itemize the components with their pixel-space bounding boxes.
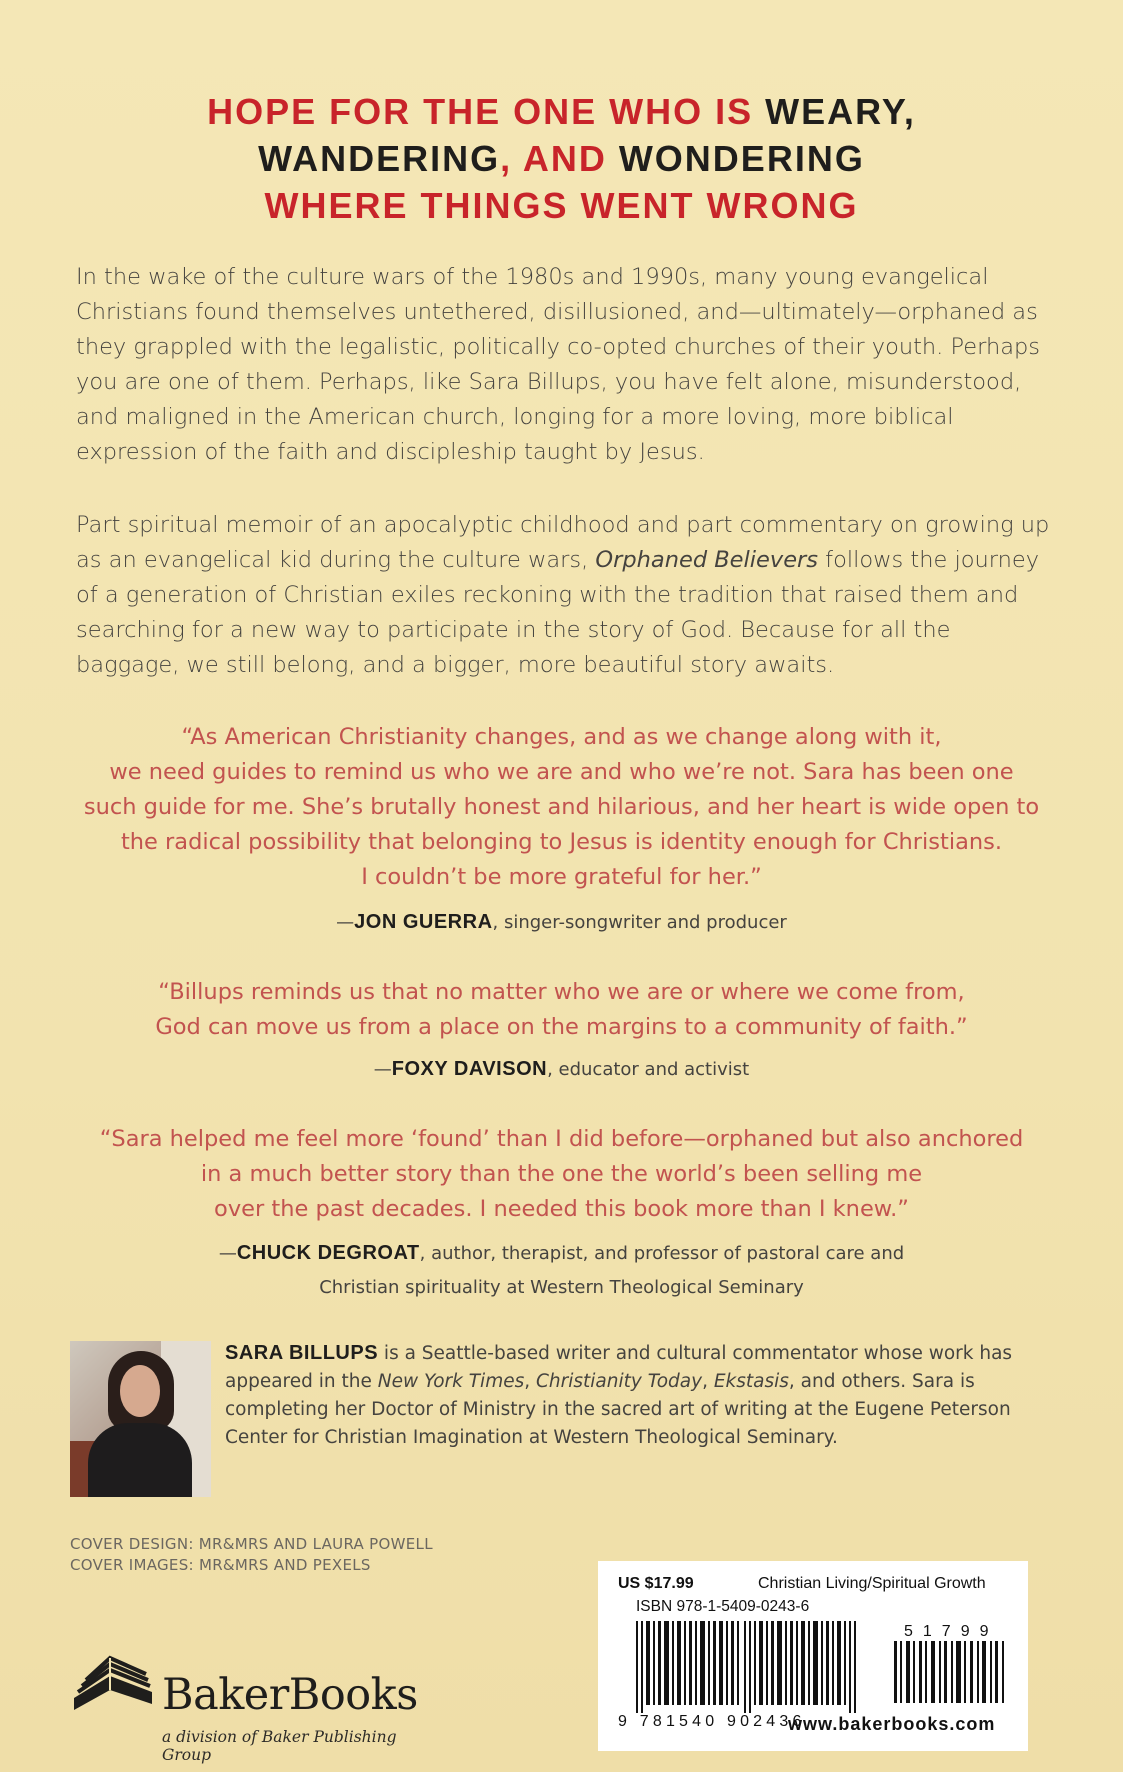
cover-credits [70,1534,433,1576]
ean-digits: 9 781540 902436 [618,1713,806,1730]
category: Christian Living/Spiritual Growth [758,1575,986,1592]
endorsement-attribution-1: —JON GUERRA, singer-songwriter and producer [336,911,787,933]
isbn: ISBN 978-1-5409-0243-6 [636,1598,810,1615]
author-bio: SARA BILLUPS is a Seattle-based writer and cultural commentator whose work has appeared in the New York Times, Christianity Today, Ekstasis, and others. Sara is completing her Doctor of Ministry in the sacred art of writing at the Eugene Peterson Center for Christian Imagination at Western Theological Seminary. [225,1342,1013,1448]
ean-barcode [636,1621,876,1713]
addon-barcode [894,1641,1006,1703]
publisher-website: www.bakerbooks.com [788,1714,996,1734]
cover-images-credit: COVER IMAGES: MR&MRS AND PEXELS [70,1556,371,1574]
book-title: Orphaned Believers [595,547,819,573]
author-name: SARA BILLUPS [225,1342,379,1364]
cover-design-credit: COVER DESIGN: MR&MRS AND LAURA POWELL [70,1535,433,1553]
description-paragraph-1: In the wake of the culture wars of the 1980s and 1990s, many young evangelical Christians found themselves untethered, disillusioned, and—ultimately—orphaned as they grappled with the legalistic, politically co-opted churches of their youth. Perhaps you are one of them. Perhaps, like Sara Billups, you have felt alone, misunderstood, and maligned in the American church, longing for a more loving, more biblical expression of the faith and discipleship taught by Jesus. [76,264,1040,465]
endorsement-quote-1: “As American Christianity changes, and as we change along with it, we need guides to remind us who we are and who we’re not. Sara has been one such guide for me. She’s brutally honest and hilarious, and her heart is wide open to the radical possibility that belonging to Jesus is identity enough for Christians. I couldn’t be more grateful for her.” [83,724,1040,890]
publisher-brand: BakerBooks [162,1670,418,1720]
headline-line-1: HOPE FOR THE ONE WHO IS WEARY, [207,91,916,132]
endorsement-attribution-3: —CHUCK DEGROAT, author, therapist, and professor of pastoral care and Christian spirituality at Western Theological Seminary [218,1242,905,1298]
headline [0,88,1123,229]
headline-line-3: WHERE THINGS WENT WRONG [264,185,859,226]
addon-digits: 51799 [904,1623,999,1640]
price: US $17.99 [618,1575,694,1592]
publisher-logo [70,1640,450,1764]
author-photo [70,1341,211,1497]
open-book-icon [70,1640,160,1720]
description-paragraph-2: Part spiritual memoir of an apocalyptic childhood and part commentary on growing up as an evangelical kid during the culture wars, Orphaned Believers follows the journey of a generation of Christian exiles reckoning with the tradition that raised them and searching for a new way to participate in the story of God. Because for all the baggage, we still belong, and a bigger, more beautiful story awaits. [76,512,1050,678]
publisher-division: a division of Baker Publishing Group [162,1728,397,1764]
endorsement-quote-3: “Sara helped me feel more ‘found’ than I did before—orphaned but also anchored in a much better story than the one the world’s been selling me over the past decades. I needed this book more than I knew.” [99,1126,1024,1222]
endorsement-attribution-2: —FOXY DAVISON, educator and activist [373,1058,750,1080]
endorsement-quote-2: “Billups reminds us that no matter who we are or where we come from, God can move us from a place on the margins to a community of faith.” [155,979,968,1040]
barcode-panel [598,1561,1028,1751]
headline-line-2: WANDERING, AND WONDERING [258,138,865,179]
